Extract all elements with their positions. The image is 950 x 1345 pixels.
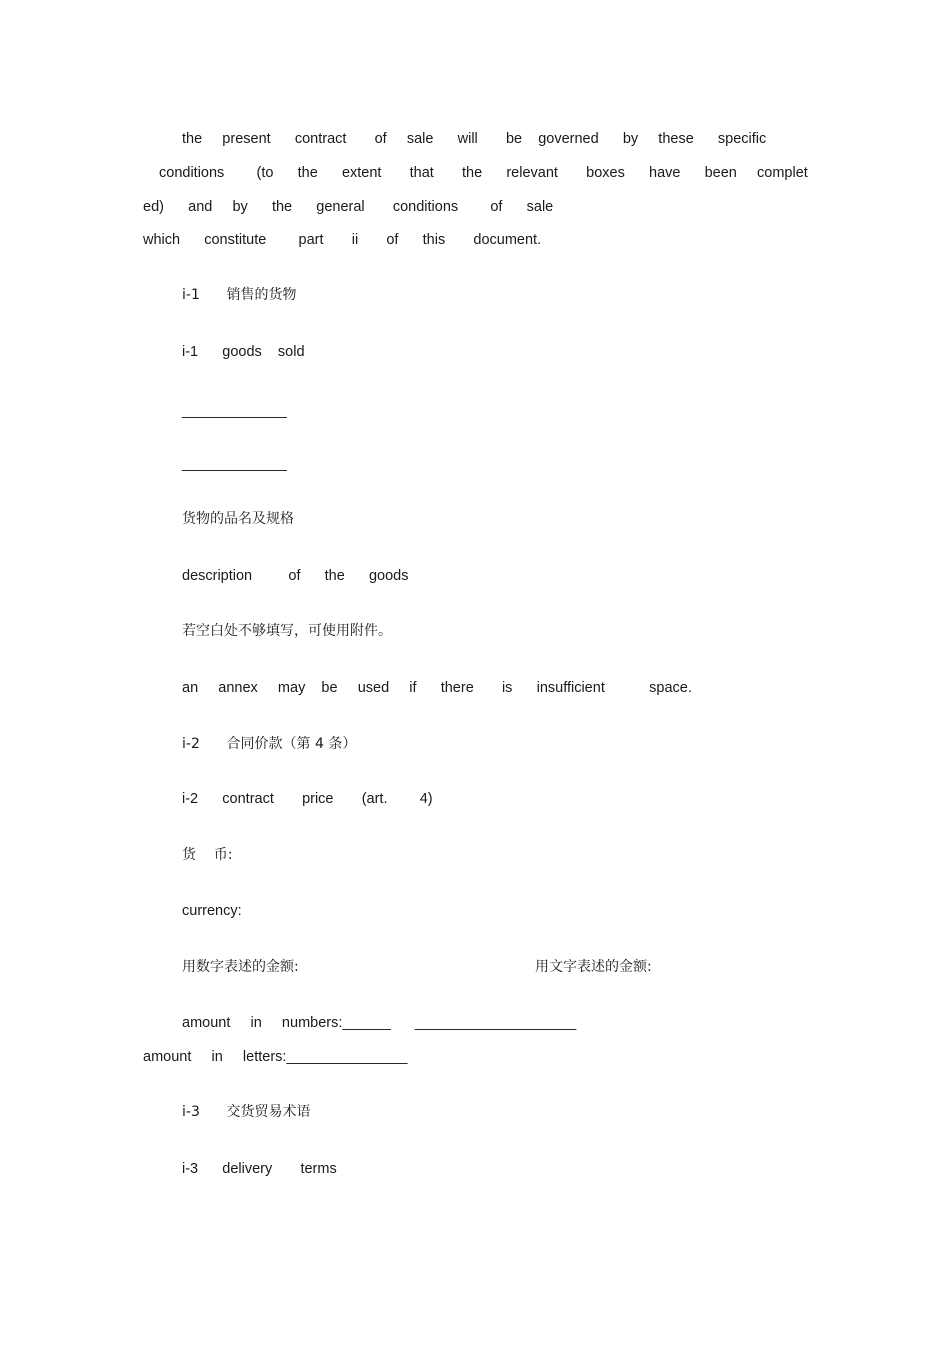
amount-letters-label-cn: 用文字表述的金额: (535, 959, 652, 975)
currency-label-en: currency: (182, 903, 242, 919)
annex-note-cn: 若空白处不够填写，可使用附件。 (182, 623, 392, 639)
goods-blank-line-2: _____________ (182, 456, 287, 472)
section-i3-heading-cn: i-3 交货贸易术语 (182, 1104, 311, 1120)
goods-description-cn: 货物的品名及规格 (182, 511, 294, 527)
goods-description-en: description of the goods (182, 568, 409, 584)
intro-line-2: conditions (to the extent that the relevant boxes have been complet (159, 165, 808, 181)
amount-letters-field-en: amount in letters:_______________ (143, 1049, 408, 1065)
section-i3-heading-en: i-3 delivery terms (182, 1161, 337, 1177)
currency-label-cn: 货 币: (182, 847, 233, 863)
section-i2-heading-en: i-2 contract price (art. 4) (182, 791, 433, 807)
section-i1-heading-cn: i-1 销售的货物 (182, 287, 297, 303)
annex-note-en: an annex may be used if there is insufficient space. (182, 680, 692, 696)
section-i1-heading-en: i-1 goods sold (182, 344, 305, 360)
amount-numbers-field-en: amount in numbers:______ ____________________ (182, 1015, 577, 1031)
intro-line-3: ed) and by the general conditions of sale (143, 199, 554, 215)
section-i2-heading-cn: i-2 合同价款（第 4 条） (182, 736, 357, 752)
amount-numbers-label-cn: 用数字表述的金额: (182, 959, 299, 975)
goods-blank-line-1: _____________ (182, 403, 287, 419)
intro-line-1: the present contract of sale will be governed by these specific (182, 131, 767, 147)
intro-line-4: which constitute part ii of this document. (143, 232, 542, 248)
